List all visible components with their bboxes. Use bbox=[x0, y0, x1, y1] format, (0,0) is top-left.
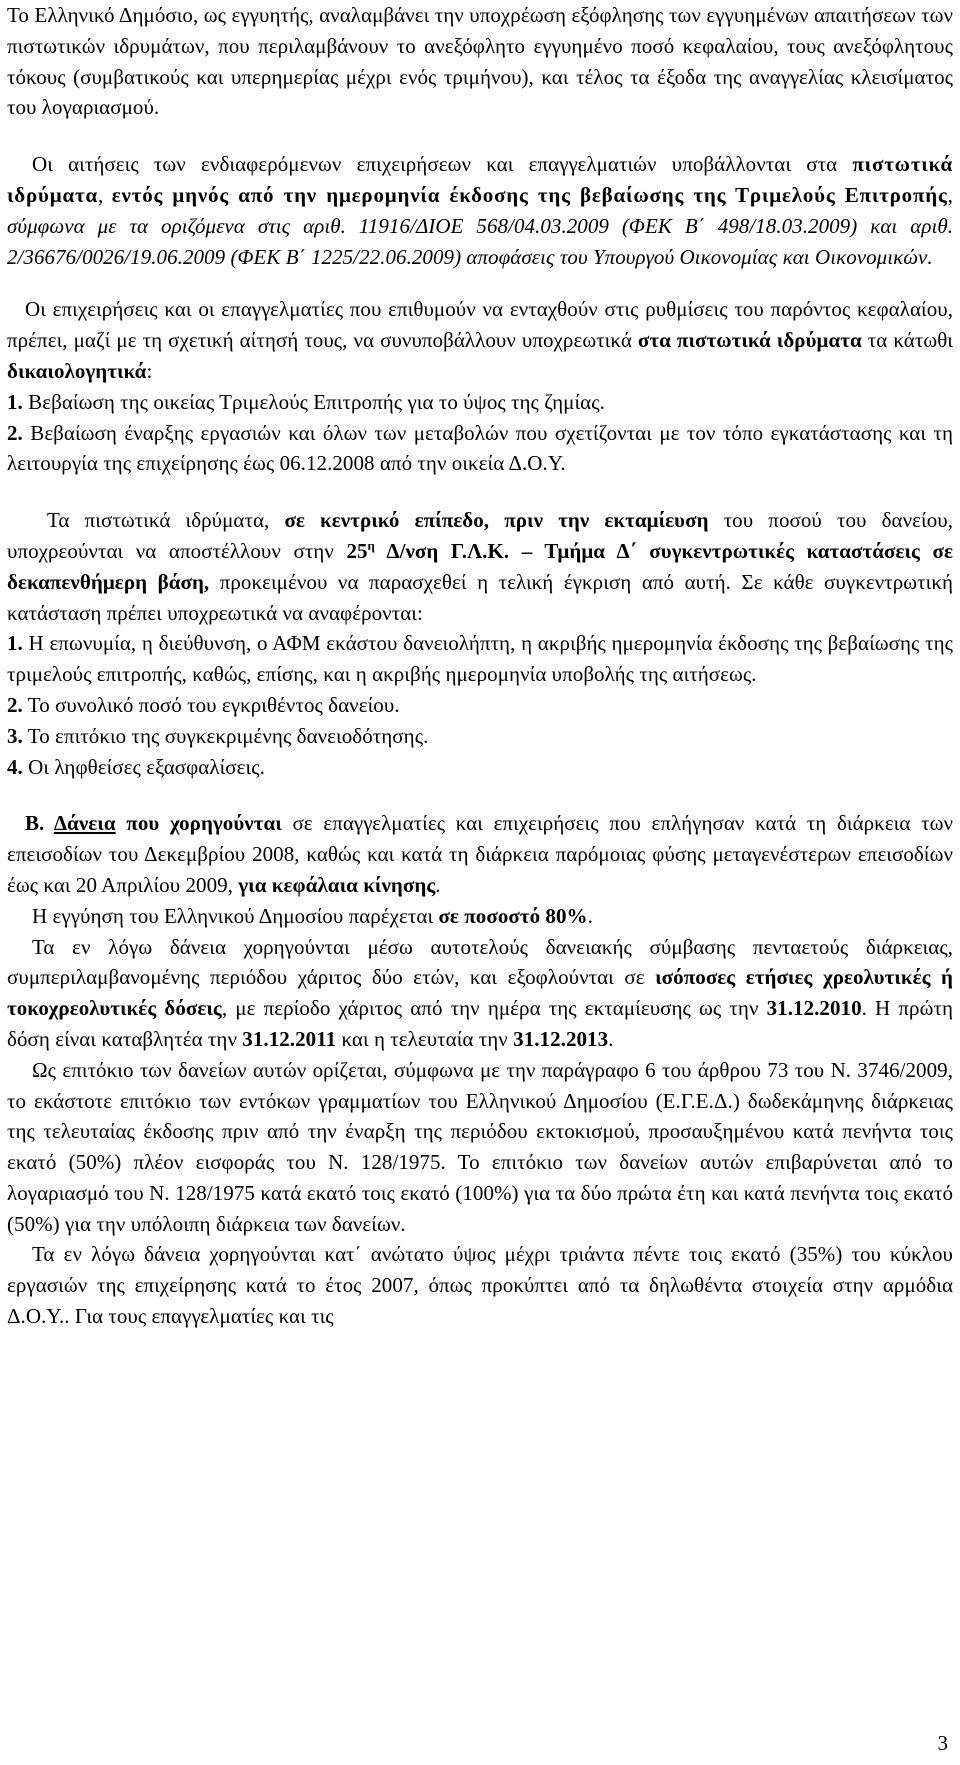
paragraph-state-guarantee: Το Ελληνικό Δημόσιο, ως εγγυητής, αναλαμβάνει την υποχρέωση εξόφλησης των εγγυημένων απαιτήσεων των πιστωτικών ιδρυμάτων, που περιλαμβάνουν το ανεξόφλητο εγγυημένο ποσό κεφαλαίου, τους ανεξόφλητους τόκους (συμβατικούς και υπερημερίας μέχρι ενός τριμήνου), και τέλος τα έξοδα της αναγγελίας κλεισίματος του λογαριασμού. bbox=[7, 3, 953, 120]
department-emphasis: Δ/νση Γ.Λ.Κ. – Τμήμα Δ΄ συγκεντρωτικές καταστάσεις σε δεκαπενθήμερη βάση, bbox=[7, 538, 953, 594]
deadline-emphasis: εντός μηνός από την ημερομηνία έκδοσης της βεβαίωσης της Τριμελούς Επιτροπής bbox=[111, 182, 948, 207]
paragraph-guarantee-percentage: Η εγγύηση του Ελληνικού Δημοσίου παρέχεται σε ποσοστό 80%. bbox=[32, 903, 593, 928]
list-item: 1. Η επωνυμία, η διεύθυνση, ο ΑΦΜ εκάστου δανειολήπτη, η ακριβής ημερομηνία έκδοσης της βεβαίωσης της τριμελούς επιτροπής, καθώς, επίσης, και η ακριβής ημερομηνία υποβολής της αιτήσεως. bbox=[7, 631, 953, 687]
paragraph-interest-rate: Ως επιτόκιο των δανείων αυτών ορίζεται, σύμφωνα με την παράγραφο 6 του άρθρου 73 του Ν. 3746/2009, το εκάστοτε επιτόκιο των εντόκων γραμματίων του Ελληνικού Δημοσίου (Ε.Γ.Ε.Δ.) δωδεκάμηνης διάρκειας της τελευταίας έκδοσης πριν από την έναρξη της περιόδου εκτοκισμού, προσαυξημένου κατά πενήντα τοις εκατό (50%) πλέον εισφοράς του Ν. 128/1975. Το επιτόκιο των δανείων αυτών επιβαρύνεται από το λογαριασμό του Ν. 128/1975 κατά εκατό τοις εκατό (100%) για τα δύο πρώτα έτη και κατά πενήντα τοις εκατό (50%) για την υπόλοιπη διάρκεια των δανείων. bbox=[7, 1057, 953, 1236]
decisions-reference: σύμφωνα με τα οριζόμενα στις αριθ. 11916/ΔΙΟΕ 568/04.03.2009 (ΦΕΚ Β΄ 498/18.03.2009) και αριθ. 2/36676/0026/19.06.2009 (ΦΕΚ Β΄ 1225/22.06.2009) αποφάσεις του Υπουργού Οικονομίας και Οικονομικών. bbox=[7, 213, 953, 269]
list-item: 2. Βεβαίωση έναρξης εργασιών και όλων των μεταβολών που σχετίζονται με τον τόπο εγκατάστασης και τη λειτουργία της επιχείρησης έως 06.12.2008 από την οικεία Δ.Ο.Υ. bbox=[7, 420, 953, 476]
paragraph-applications: Οι αιτήσεις των ενδιαφερόμενων επιχειρήσεων και επαγγελματιών υποβάλλονται στα πιστωτικά ιδρύματα, εντός μηνός από την ημερομηνία έκδοσης της βεβαίωσης της Τριμελούς Επιτροπής, σύμφωνα με τα οριζόμενα στις αριθ. 11916/ΔΙΟΕ 568/04.03.2009 (ΦΕΚ Β΄ 498/18.03.2009) και αριθ. 2/36676/0026/19.06.2009 (ΦΕΚ Β΄ 1225/22.06.2009) αποφάσεις του Υπουργού Οικονομίας και Οικονομικών. bbox=[7, 152, 953, 269]
list-item: 1. Βεβαίωση της οικείας Τριμελούς Επιτροπής για το ύψος της ζημίας. bbox=[7, 389, 605, 414]
paragraph-loan-limit: Τα εν λόγω δάνεια χορηγούνται κατ΄ ανώτατο ύψος μέχρι τριάντα πέντε τοις εκατό (35%) του κύκλου εργασιών της επιχείρησης κατά το έτος 2007, όπως προκύπτει από τα δηλωθέντα στοιχεία στην αρμόδια Δ.Ο.Υ.. Για τους επαγγελματίες και τις bbox=[7, 1242, 953, 1329]
paragraph-required-documents: Οι επιχειρήσεις και οι επαγγελματίες που επιθυμούν να ενταχθούν στις ρυθμίσεις του παρόντος κεφαλαίου, πρέπει, μαζί με τη σχετική αίτησή τους, να συνυποβάλλουν υποχρεωτικά στα πιστωτικά ιδρύματα τα κάτωθι δικαιολογητικά: bbox=[7, 297, 954, 383]
document-page bbox=[7, 0, 953, 1332]
paragraph-section-b: Β. Δάνεια που χορηγούνται σε επαγγελματίες και επιχειρήσεις που επλήγησαν κατά τη διάρκεια των επεισοδίων του Δεκεμβρίου 2008, καθώς και κατά τη διάρκεια παρόμοιας φύσης μεταγενέστερων επεισοδίων έως και 20 Απριλίου 2009, για κεφάλαια κίνησης. bbox=[7, 811, 953, 897]
paragraph-loan-terms: Τα εν λόγω δάνεια χορηγούνται μέσω αυτοτελούς δανειακής σύμβασης πενταετούς διάρκειας, συμπεριλαμβανομένης περιόδου χάριτος δύο ετών, και εξοφλούνται σε ισόποσες ετήσιες χρεολυτικές ή τοκοχρεολυτικές δόσεις, με περίοδο χάριτος από την ημέρα της εκταμίευσης ως την 31.12.2010. Η πρώτη δόση είναι καταβλητέα την 31.12.2011 και η τελευταία την 31.12.2013. bbox=[7, 934, 953, 1051]
credit-institutions-emphasis: πιστωτικά ιδρύματα bbox=[7, 152, 953, 207]
paragraph-central-level: Τα πιστωτικά ιδρύματα, σε κεντρικό επίπεδο, πριν την εκταμίευση του ποσού του δανείου, υποχρεούνται να αποστέλλουν στην $25^\eta$ Δ/νση Γ.Λ.Κ. – Τμήμα Δ΄ συγκεντρωτικές καταστάσεις σε δεκαπενθήμερη βάση, προκειμένου να παρασχεθεί η τελική έγκριση από αυτή. Σε κάθε συγκεντρωτική κατάσταση πρέπει υποχρεωτικά να αναφέρονται: bbox=[7, 508, 954, 625]
page-number: 3 bbox=[937, 1731, 948, 1755]
list-item: 4. Οι ληφθείσες εξασφαλίσεις. bbox=[7, 754, 265, 779]
list-item: 3. Το επιτόκιο της συγκεκριμένης δανειοδότησης. bbox=[7, 723, 429, 748]
section-b-label: Β. bbox=[25, 811, 54, 836]
list-item: 2. Το συνολικό ποσό του εγκριθέντος δανείου. bbox=[7, 692, 400, 717]
